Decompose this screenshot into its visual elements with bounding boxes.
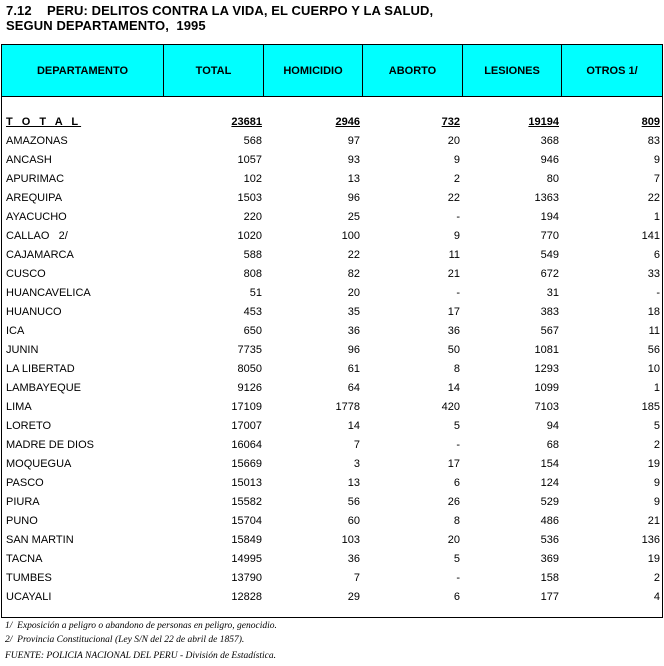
cell-otros: 2 [653, 572, 660, 584]
cell-otros: 9 [653, 496, 660, 508]
cell-total: 808 [243, 268, 262, 280]
cell-otros: 18 [647, 306, 660, 318]
table-row [2, 303, 662, 322]
cell-lesiones: 549 [540, 249, 559, 261]
cell-total: 17007 [231, 420, 262, 432]
cell-otros: 83 [647, 135, 660, 147]
cell-aborto: 22 [447, 192, 460, 204]
cell-homicidio: 14 [347, 420, 360, 432]
cell-lesiones: 7103 [534, 401, 559, 413]
cell-homicidio: 61 [347, 363, 360, 375]
cell-homicidio: 7 [353, 439, 360, 451]
cell-lesiones: 124 [540, 477, 559, 489]
cell-total: 15582 [231, 496, 262, 508]
cell-total: 15849 [231, 534, 262, 546]
header-aborto: ABORTO [363, 45, 463, 97]
cell-otros: 4 [653, 591, 660, 603]
table-row [2, 132, 662, 151]
cell-departamento: MOQUEGUA [6, 458, 72, 470]
cell-aborto: 26 [447, 496, 460, 508]
data-table [1, 44, 663, 618]
cell-total: 9126 [237, 382, 262, 394]
cell-aborto: 9 [453, 154, 460, 166]
cell-aborto: 8 [453, 515, 460, 527]
table-row [2, 417, 662, 436]
cell-departamento: TUMBES [6, 572, 52, 584]
table-row [2, 227, 662, 246]
cell-aborto: 17 [447, 458, 460, 470]
cell-homicidio: 22 [347, 249, 360, 261]
cell-total: 1020 [237, 230, 262, 242]
header-total: TOTAL [164, 45, 264, 97]
table-row [2, 493, 662, 512]
cell-lesiones: 194 [540, 211, 559, 223]
cell-otros: 141 [641, 230, 660, 242]
table-row [2, 189, 662, 208]
cell-lesiones: 154 [540, 458, 559, 470]
cell-lesiones: 19194 [528, 116, 559, 128]
cell-lesiones: 368 [540, 135, 559, 147]
table-row [2, 588, 662, 607]
cell-lesiones: 946 [540, 154, 559, 166]
table-row [2, 265, 662, 284]
table-row [2, 246, 662, 265]
cell-aborto: 36 [447, 325, 460, 337]
cell-aborto: 6 [453, 591, 460, 603]
cell-total: 8050 [237, 363, 262, 375]
cell-lesiones: 567 [540, 325, 559, 337]
cell-otros: 19 [647, 553, 660, 565]
cell-departamento: LAMBAYEQUE [6, 382, 81, 394]
title-line-2: SEGUN DEPARTAMENTO, 1995 [6, 18, 206, 33]
cell-aborto: 21 [447, 268, 460, 280]
cell-lesiones: 31 [546, 287, 559, 299]
cell-aborto: 20 [447, 135, 460, 147]
cell-total: 220 [243, 211, 262, 223]
source-note: FUENTE: POLICIA NACIONAL DEL PERU - División de Estadística. [5, 651, 277, 661]
cell-aborto: 6 [453, 477, 460, 489]
cell-departamento: PIURA [6, 496, 40, 508]
cell-departamento: ICA [6, 325, 25, 337]
cell-otros: 9 [653, 154, 660, 166]
cell-lesiones: 383 [540, 306, 559, 318]
cell-lesiones: 1293 [534, 363, 559, 375]
cell-homicidio: 29 [347, 591, 360, 603]
cell-otros: 22 [647, 192, 660, 204]
cell-departamento: TACNA [6, 553, 43, 565]
cell-homicidio: 56 [347, 496, 360, 508]
table-row [2, 360, 662, 379]
cell-total: 16064 [231, 439, 262, 451]
cell-aborto: 50 [447, 344, 460, 356]
cell-otros: 10 [647, 363, 660, 375]
cell-homicidio: 35 [347, 306, 360, 318]
cell-aborto: 5 [453, 553, 460, 565]
cell-homicidio: 1778 [335, 401, 360, 413]
footnote: 1/ Exposición a peligro o abandono de personas en peligro, genocidio. [5, 621, 277, 631]
cell-homicidio: 97 [347, 135, 360, 147]
header-homicidio: HOMICIDIO [264, 45, 363, 97]
cell-otros: 6 [653, 249, 660, 261]
cell-departamento: PASCO [6, 477, 44, 489]
table-row [2, 208, 662, 227]
cell-lesiones: 1099 [534, 382, 559, 394]
cell-otros: 19 [647, 458, 660, 470]
cell-departamento: ANCASH [6, 154, 52, 166]
cell-total: 588 [243, 249, 262, 261]
cell-aborto: 8 [453, 363, 460, 375]
table-row [2, 531, 662, 550]
table-row [2, 398, 662, 417]
cell-homicidio: 20 [347, 287, 360, 299]
cell-departamento: LA LIBERTAD [6, 363, 75, 375]
header-departamento: DEPARTAMENTO [2, 45, 164, 97]
cell-lesiones: 536 [540, 534, 559, 546]
table-row [2, 512, 662, 531]
cell-aborto: - [456, 287, 460, 299]
cell-departamento: MADRE DE DIOS [6, 439, 95, 451]
cell-total: 7735 [237, 344, 262, 356]
table-row [2, 170, 662, 189]
cell-departamento: JUNIN [6, 344, 39, 356]
cell-lesiones: 1363 [534, 192, 559, 204]
cell-aborto: 732 [441, 116, 460, 128]
cell-homicidio: 2946 [335, 116, 360, 128]
cell-homicidio: 82 [347, 268, 360, 280]
cell-homicidio: 103 [341, 534, 360, 546]
cell-homicidio: 25 [347, 211, 360, 223]
cell-otros: 56 [647, 344, 660, 356]
cell-homicidio: 96 [347, 344, 360, 356]
header-otros: OTROS 1/ [562, 45, 662, 97]
cell-total: 453 [243, 306, 262, 318]
cell-homicidio: 3 [353, 458, 360, 470]
cell-otros: 185 [641, 401, 660, 413]
cell-otros: 1 [653, 382, 660, 394]
cell-total: 15013 [231, 477, 262, 489]
cell-lesiones: 486 [540, 515, 559, 527]
cell-departamento: APURIMAC [6, 173, 65, 185]
cell-aborto: 11 [448, 249, 460, 261]
cell-homicidio: 13 [347, 173, 360, 185]
cell-lesiones: 770 [540, 230, 559, 242]
cell-lesiones: 94 [546, 420, 559, 432]
cell-otros: 809 [641, 116, 660, 128]
cell-otros: 2 [653, 439, 660, 451]
cell-otros: 33 [647, 268, 660, 280]
cell-otros: 5 [653, 420, 660, 432]
cell-departamento: CUSCO [6, 268, 46, 280]
cell-total: 1503 [237, 192, 262, 204]
cell-otros: - [656, 287, 660, 299]
cell-departamento: CAJAMARCA [6, 249, 74, 261]
cell-lesiones: 672 [540, 268, 559, 280]
cell-homicidio: 93 [347, 154, 360, 166]
table-row [2, 284, 662, 303]
table-title [6, 3, 433, 33]
cell-homicidio: 96 [347, 192, 360, 204]
cell-aborto: 14 [447, 382, 460, 394]
cell-homicidio: 100 [341, 230, 360, 242]
cell-aborto: - [456, 439, 460, 451]
cell-total: 15704 [231, 515, 262, 527]
cell-aborto: 9 [453, 230, 460, 242]
title-line-1: PERU: DELITOS CONTRA LA VIDA, EL CUERPO Y LA SALUD, [47, 3, 434, 18]
cell-total: 14995 [231, 553, 262, 565]
cell-aborto: 20 [447, 534, 460, 546]
table-header [2, 45, 662, 97]
table-row [2, 151, 662, 170]
cell-departamento: CALLAO 2/ [6, 230, 68, 242]
cell-departamento: LORETO [6, 420, 52, 432]
cell-departamento: AYACUCHO [6, 211, 67, 223]
cell-otros: 1 [653, 211, 660, 223]
cell-total: 568 [243, 135, 262, 147]
table-row [2, 550, 662, 569]
cell-aborto: - [456, 211, 460, 223]
cell-homicidio: 13 [347, 477, 360, 489]
cell-lesiones: 177 [540, 591, 559, 603]
cell-total: 51 [249, 287, 262, 299]
cell-otros: 11 [648, 325, 660, 337]
cell-aborto: 5 [453, 420, 460, 432]
cell-lesiones: 369 [540, 553, 559, 565]
cell-lesiones: 158 [540, 572, 559, 584]
cell-departamento: AMAZONAS [6, 135, 68, 147]
cell-otros: 9 [653, 477, 660, 489]
table-row [2, 436, 662, 455]
footnote: 2/ Provincia Constitucional (Ley S/N del 22 de abril de 1857). [5, 635, 245, 645]
cell-homicidio: 64 [347, 382, 360, 394]
table-row [2, 474, 662, 493]
cell-total: 12828 [231, 591, 262, 603]
table-row [2, 322, 662, 341]
cell-otros: 7 [653, 173, 660, 185]
header-lesiones: LESIONES [463, 45, 562, 97]
cell-homicidio: 7 [353, 572, 360, 584]
cell-otros: 21 [647, 515, 660, 527]
cell-departamento: LIMA [6, 401, 32, 413]
cell-aborto: 420 [441, 401, 460, 413]
cell-total: 1057 [237, 154, 262, 166]
cell-aborto: - [456, 572, 460, 584]
total-row [2, 113, 662, 132]
cell-homicidio: 60 [347, 515, 360, 527]
table-row [2, 455, 662, 474]
cell-departamento: UCAYALI [6, 591, 52, 603]
cell-total: 102 [243, 173, 262, 185]
cell-departamento: HUANCAVELICA [6, 287, 91, 299]
cell-lesiones: 80 [546, 173, 559, 185]
cell-homicidio: 36 [347, 553, 360, 565]
cell-lesiones: 1081 [534, 344, 559, 356]
table-row [2, 379, 662, 398]
cell-total: 13790 [231, 572, 262, 584]
table-row [2, 569, 662, 588]
cell-otros: 136 [641, 534, 660, 546]
cell-lesiones: 529 [540, 496, 559, 508]
cell-lesiones: 68 [546, 439, 559, 451]
cell-departamento: AREQUIPA [6, 192, 63, 204]
cell-aborto: 2 [453, 173, 460, 185]
cell-aborto: 17 [447, 306, 460, 318]
cell-departamento: HUANUCO [6, 306, 62, 318]
cell-departamento: PUNO [6, 515, 38, 527]
cell-total: 650 [243, 325, 262, 337]
cell-departamento: SAN MARTIN [6, 534, 74, 546]
cell-departamento: T O T A L [6, 116, 82, 128]
cell-total: 17109 [231, 401, 262, 413]
cell-total: 23681 [231, 116, 262, 128]
table-row [2, 341, 662, 360]
cell-total: 15669 [231, 458, 262, 470]
cell-homicidio: 36 [347, 325, 360, 337]
table-number: 7.12 [6, 3, 32, 18]
